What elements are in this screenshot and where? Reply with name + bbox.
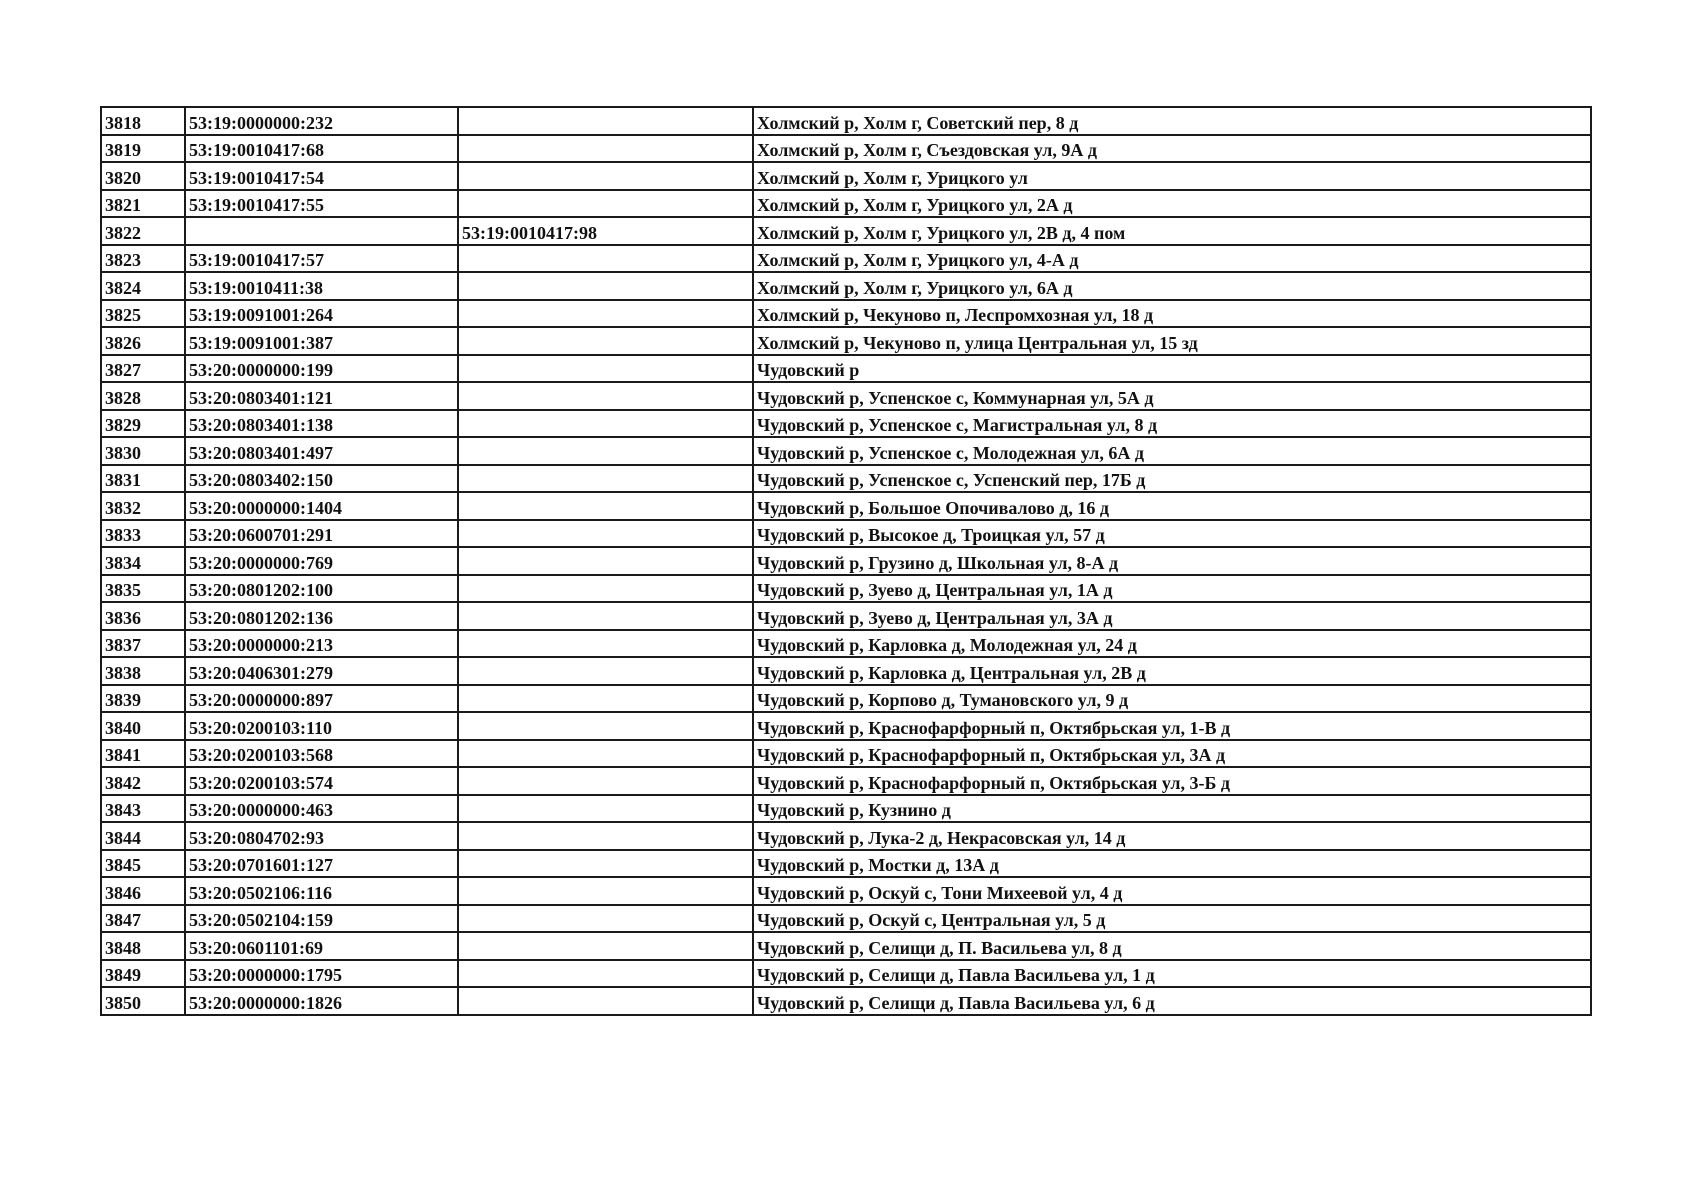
cadastral-number: 53:19:0010417:68 [185, 135, 458, 163]
table-row [101, 932, 1591, 960]
table-row [101, 602, 1591, 630]
table-row [101, 630, 1591, 658]
cadastral-number-alt [458, 602, 753, 630]
address: Чудовский р, Оскуй с, Тони Михеевой ул, 4 д [753, 877, 1591, 905]
cadastral-number-alt [458, 355, 753, 383]
row-number: 3839 [101, 685, 185, 713]
row-number: 3833 [101, 520, 185, 548]
cadastral-number: 53:20:0000000:769 [185, 547, 458, 575]
cadastral-number: 53:20:0200103:110 [185, 712, 458, 740]
row-number: 3826 [101, 327, 185, 355]
cadastral-number: 53:20:0000000:199 [185, 355, 458, 383]
cadastral-number: 53:20:0000000:213 [185, 630, 458, 658]
cadastral-number-alt [458, 960, 753, 988]
table-row [101, 822, 1591, 850]
address: Чудовский р, Кузнино д [753, 795, 1591, 823]
table-row [101, 685, 1591, 713]
table-row [101, 190, 1591, 218]
row-number: 3824 [101, 272, 185, 300]
address: Чудовский р, Селищи д, Павла Васильева ул, 6 д [753, 987, 1591, 1015]
address: Холмский р, Чекуново п, улица Центральная ул, 15 зд [753, 327, 1591, 355]
cadastral-number: 53:20:0000000:1404 [185, 492, 458, 520]
cadastral-number: 53:19:0010417:57 [185, 245, 458, 273]
row-number: 3838 [101, 657, 185, 685]
cadastral-number-alt [458, 932, 753, 960]
cadastral-number: 53:20:0000000:463 [185, 795, 458, 823]
cadastral-number: 53:20:0000000:897 [185, 685, 458, 713]
cadastral-number: 53:19:0091001:264 [185, 300, 458, 328]
table-row [101, 547, 1591, 575]
address: Чудовский р, Успенское с, Коммунарная ул, 5А д [753, 382, 1591, 410]
cadastral-number-alt [458, 300, 753, 328]
cadastral-number-alt [458, 162, 753, 190]
address: Чудовский р, Селищи д, П. Васильева ул, 8 д [753, 932, 1591, 960]
cadastral-number-alt [458, 987, 753, 1015]
row-number: 3829 [101, 410, 185, 438]
table-row [101, 575, 1591, 603]
cadastral-number: 53:20:0200103:574 [185, 767, 458, 795]
row-number: 3834 [101, 547, 185, 575]
table-row [101, 960, 1591, 988]
cadastral-number-alt [458, 327, 753, 355]
cadastral-number: 53:20:0804702:93 [185, 822, 458, 850]
cadastral-number: 53:19:0010417:54 [185, 162, 458, 190]
address: Чудовский р, Зуево д, Центральная ул, 3А д [753, 602, 1591, 630]
table-row [101, 520, 1591, 548]
address: Чудовский р [753, 355, 1591, 383]
address: Чудовский р, Краснофарфорный п, Октябрьская ул, 3А д [753, 740, 1591, 768]
row-number: 3847 [101, 905, 185, 933]
table-row [101, 162, 1591, 190]
row-number: 3830 [101, 437, 185, 465]
cadastral-number-alt [458, 877, 753, 905]
table-row [101, 217, 1591, 245]
cadastral-number: 53:20:0000000:1826 [185, 987, 458, 1015]
address: Чудовский р, Успенское с, Магистральная ул, 8 д [753, 410, 1591, 438]
table-row [101, 850, 1591, 878]
table-row [101, 437, 1591, 465]
table-row [101, 300, 1591, 328]
row-number: 3819 [101, 135, 185, 163]
row-number: 3849 [101, 960, 185, 988]
row-number: 3844 [101, 822, 185, 850]
row-number: 3846 [101, 877, 185, 905]
registry-table [100, 106, 1592, 1016]
row-number: 3827 [101, 355, 185, 383]
table-row [101, 410, 1591, 438]
address: Чудовский р, Корпово д, Тумановского ул, 9 д [753, 685, 1591, 713]
cadastral-number-alt [458, 685, 753, 713]
table-row [101, 905, 1591, 933]
cadastral-number: 53:20:0803402:150 [185, 465, 458, 493]
row-number: 3832 [101, 492, 185, 520]
row-number: 3850 [101, 987, 185, 1015]
table-row [101, 465, 1591, 493]
row-number: 3843 [101, 795, 185, 823]
row-number: 3848 [101, 932, 185, 960]
cadastral-number: 53:20:0801202:136 [185, 602, 458, 630]
cadastral-number-alt [458, 272, 753, 300]
cadastral-number: 53:20:0801202:100 [185, 575, 458, 603]
cadastral-number-alt [458, 795, 753, 823]
cadastral-number: 53:20:0200103:568 [185, 740, 458, 768]
address: Чудовский р, Большое Опочивалово д, 16 д [753, 492, 1591, 520]
cadastral-number: 53:20:0502104:159 [185, 905, 458, 933]
cadastral-number-alt [458, 657, 753, 685]
address: Холмский р, Холм г, Урицкого ул [753, 162, 1591, 190]
address: Чудовский р, Краснофарфорный п, Октябрьская ул, 1-В д [753, 712, 1591, 740]
row-number: 3836 [101, 602, 185, 630]
cadastral-number-alt [458, 382, 753, 410]
table-row [101, 492, 1591, 520]
address: Холмский р, Чекуново п, Леспромхозная ул, 18 д [753, 300, 1591, 328]
cadastral-number-alt [458, 437, 753, 465]
cadastral-number-alt [458, 547, 753, 575]
address: Чудовский р, Оскуй с, Центральная ул, 5 д [753, 905, 1591, 933]
cadastral-number: 53:20:0803401:138 [185, 410, 458, 438]
cadastral-number-alt [458, 740, 753, 768]
cadastral-number-alt [458, 135, 753, 163]
row-number: 3818 [101, 107, 185, 135]
cadastral-number: 53:20:0406301:279 [185, 657, 458, 685]
cadastral-number: 53:20:0803401:121 [185, 382, 458, 410]
cadastral-number-alt [458, 712, 753, 740]
row-number: 3825 [101, 300, 185, 328]
address: Холмский р, Холм г, Урицкого ул, 6А д [753, 272, 1591, 300]
cadastral-number: 53:20:0600701:291 [185, 520, 458, 548]
address: Чудовский р, Лука-2 д, Некрасовская ул, 14 д [753, 822, 1591, 850]
address: Чудовский р, Мостки д, 13А д [753, 850, 1591, 878]
address: Чудовский р, Селищи д, Павла Васильева ул, 1 д [753, 960, 1591, 988]
cadastral-number: 53:20:0000000:1795 [185, 960, 458, 988]
cadastral-number-alt [458, 630, 753, 658]
cadastral-number-alt [458, 850, 753, 878]
address: Чудовский р, Успенское с, Успенский пер, 17Б д [753, 465, 1591, 493]
cadastral-number: 53:20:0701601:127 [185, 850, 458, 878]
table-row [101, 795, 1591, 823]
cadastral-number-alt [458, 520, 753, 548]
row-number: 3823 [101, 245, 185, 273]
table-row [101, 272, 1591, 300]
row-number: 3822 [101, 217, 185, 245]
table-row [101, 245, 1591, 273]
row-number: 3837 [101, 630, 185, 658]
cadastral-number: 53:19:0091001:387 [185, 327, 458, 355]
cadastral-number-alt: 53:19:0010417:98 [458, 217, 753, 245]
cadastral-number-alt [458, 465, 753, 493]
row-number: 3845 [101, 850, 185, 878]
cadastral-number: 53:20:0803401:497 [185, 437, 458, 465]
table-row [101, 327, 1591, 355]
table-row [101, 657, 1591, 685]
row-number: 3835 [101, 575, 185, 603]
table-row [101, 107, 1591, 135]
cadastral-number-alt [458, 410, 753, 438]
cadastral-number-alt [458, 905, 753, 933]
table-row [101, 712, 1591, 740]
address: Чудовский р, Успенское с, Молодежная ул, 6А д [753, 437, 1591, 465]
address: Чудовский р, Краснофарфорный п, Октябрьская ул, 3-Б д [753, 767, 1591, 795]
table-row [101, 740, 1591, 768]
cadastral-number-alt [458, 190, 753, 218]
table-row [101, 382, 1591, 410]
cadastral-number-alt [458, 245, 753, 273]
cadastral-number-alt [458, 492, 753, 520]
address: Чудовский р, Высокое д, Троицкая ул, 57 д [753, 520, 1591, 548]
row-number: 3828 [101, 382, 185, 410]
registry-table-body [101, 107, 1591, 1015]
cadastral-number: 53:19:0000000:232 [185, 107, 458, 135]
table-row [101, 767, 1591, 795]
table-row [101, 135, 1591, 163]
address: Холмский р, Холм г, Съездовская ул, 9А д [753, 135, 1591, 163]
address: Чудовский р, Карловка д, Молодежная ул, 24 д [753, 630, 1591, 658]
row-number: 3820 [101, 162, 185, 190]
address: Холмский р, Холм г, Урицкого ул, 2В д, 4 пом [753, 217, 1591, 245]
address: Холмский р, Холм г, Урицкого ул, 2А д [753, 190, 1591, 218]
address: Холмский р, Холм г, Советский пер, 8 д [753, 107, 1591, 135]
cadastral-number-alt [458, 822, 753, 850]
row-number: 3840 [101, 712, 185, 740]
document-page [100, 106, 1590, 1016]
table-row [101, 877, 1591, 905]
address: Чудовский р, Зуево д, Центральная ул, 1А д [753, 575, 1591, 603]
cadastral-number [185, 217, 458, 245]
cadastral-number: 53:20:0502106:116 [185, 877, 458, 905]
table-row [101, 987, 1591, 1015]
cadastral-number: 53:19:0010411:38 [185, 272, 458, 300]
row-number: 3831 [101, 465, 185, 493]
cadastral-number-alt [458, 575, 753, 603]
row-number: 3842 [101, 767, 185, 795]
address: Холмский р, Холм г, Урицкого ул, 4-А д [753, 245, 1591, 273]
table-row [101, 355, 1591, 383]
cadastral-number: 53:20:0601101:69 [185, 932, 458, 960]
cadastral-number-alt [458, 107, 753, 135]
cadastral-number-alt [458, 767, 753, 795]
row-number: 3821 [101, 190, 185, 218]
cadastral-number: 53:19:0010417:55 [185, 190, 458, 218]
address: Чудовский р, Карловка д, Центральная ул, 2В д [753, 657, 1591, 685]
row-number: 3841 [101, 740, 185, 768]
address: Чудовский р, Грузино д, Школьная ул, 8-А д [753, 547, 1591, 575]
